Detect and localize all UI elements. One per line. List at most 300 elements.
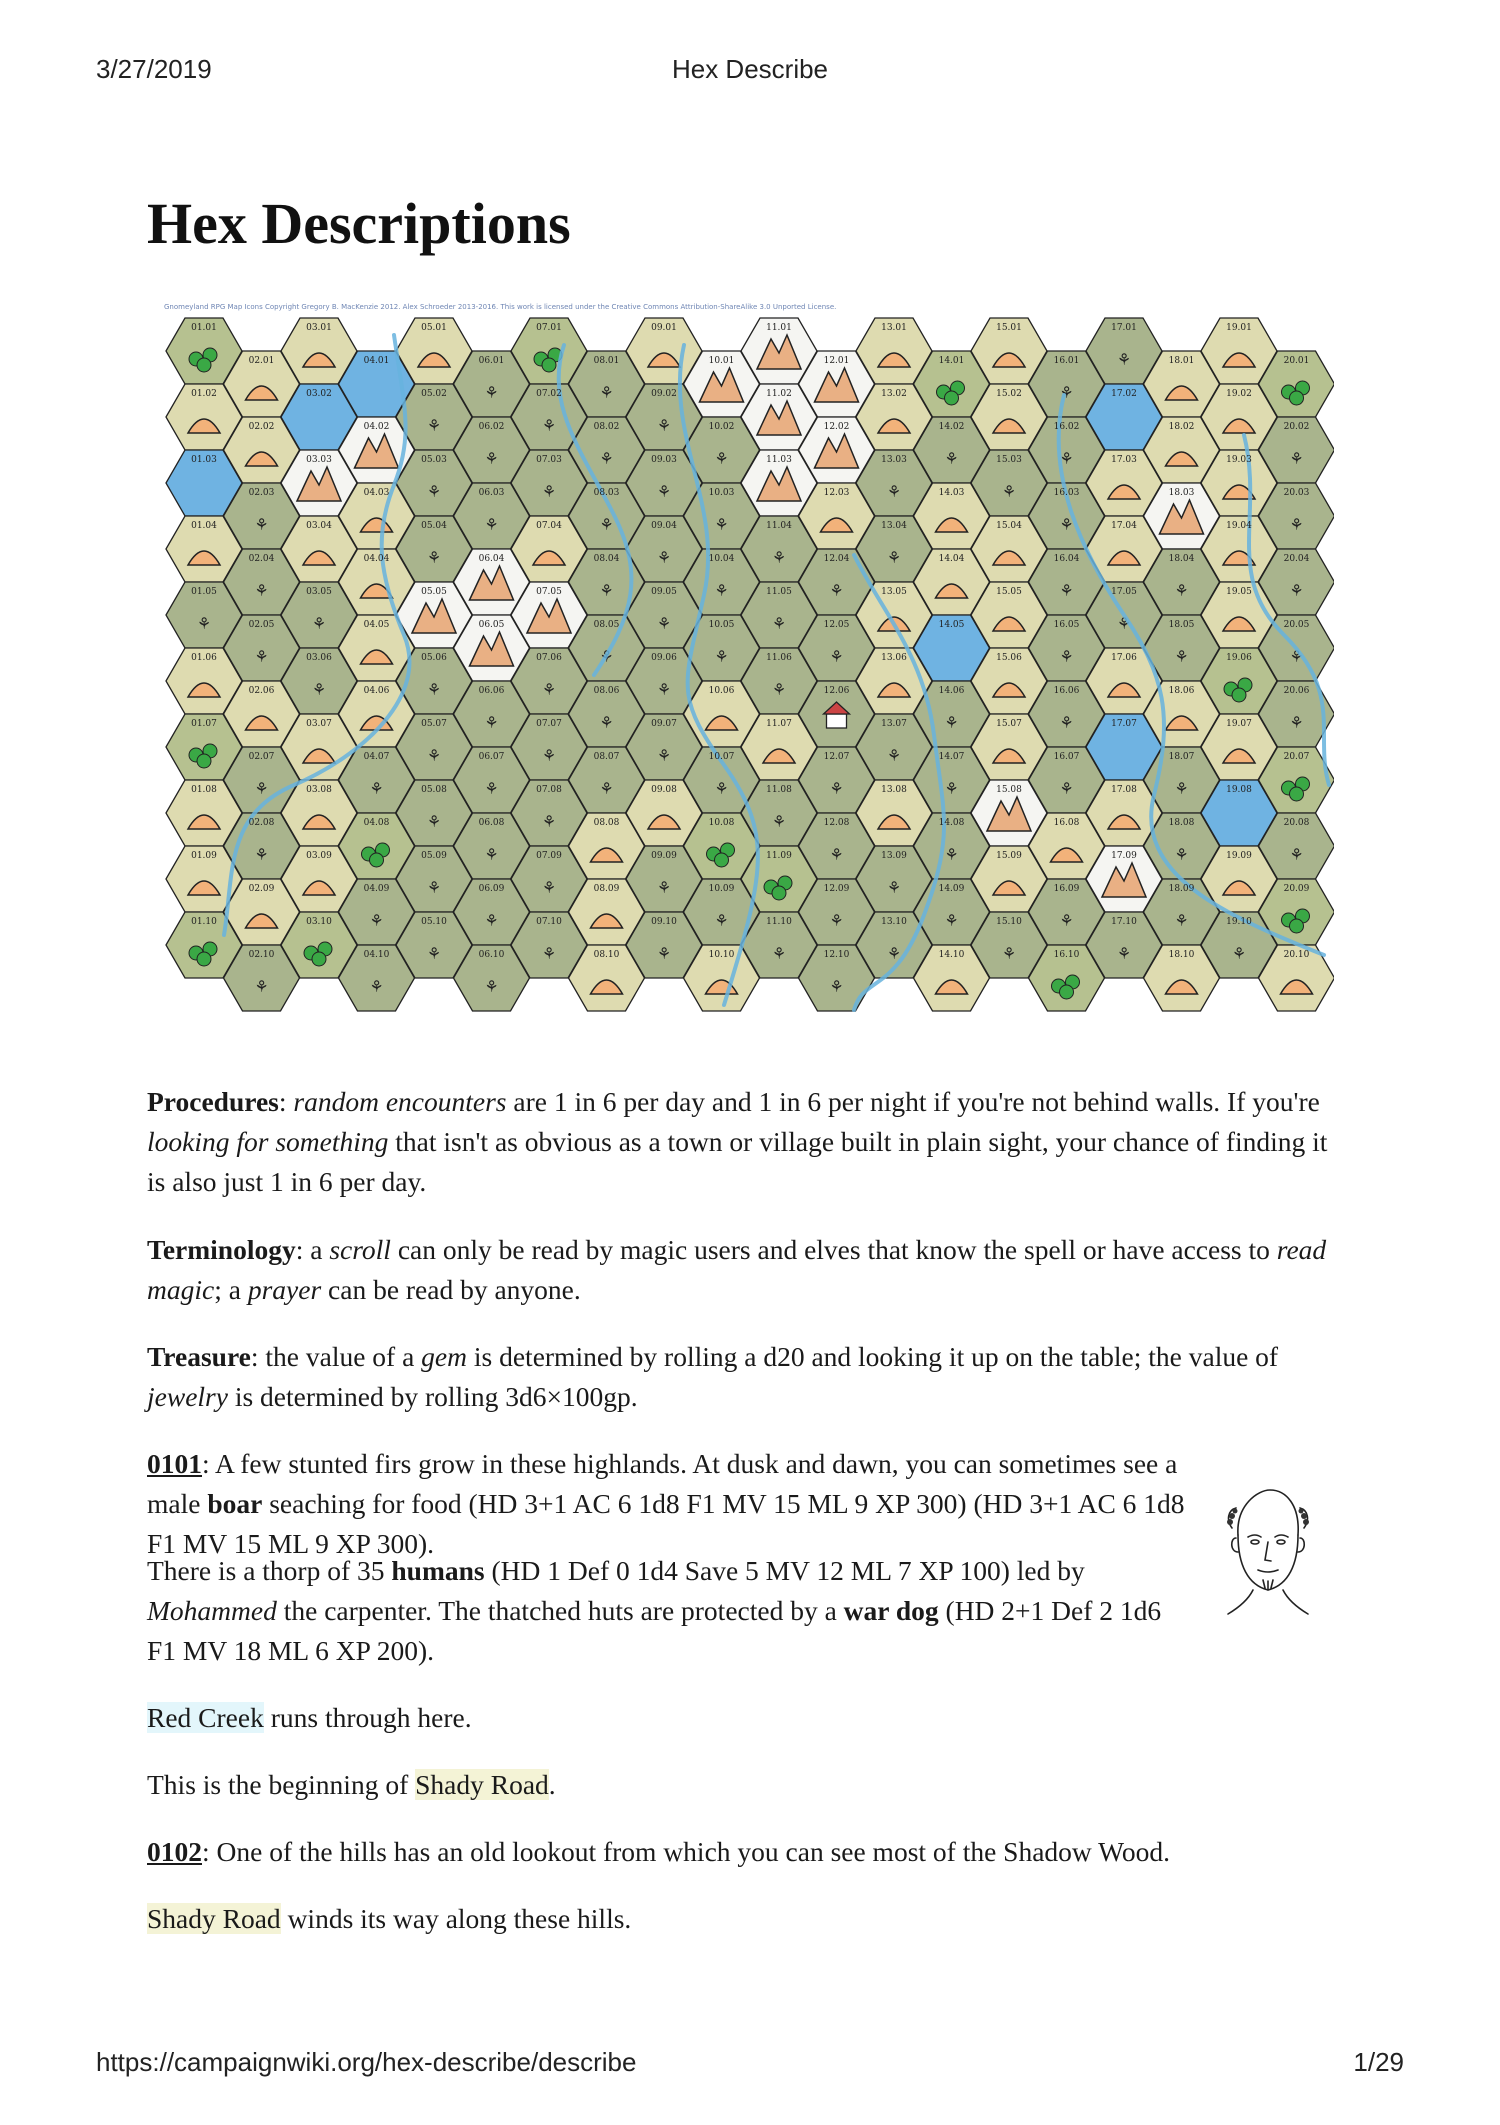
hex-label: 19.05: [1226, 587, 1252, 597]
swamp-icon: ⚘: [886, 944, 902, 963]
text-span: that isn't as obvious as a town or village built in plain sight, your chance of finding it is also just 1 in 6 per day.: [147, 1126, 1328, 1197]
hex-label: 19.06: [1226, 653, 1252, 663]
hex-label: 08.07: [593, 752, 620, 762]
hex-label: 14.02: [938, 422, 965, 432]
swamp-icon: ⚘: [1174, 911, 1189, 930]
hex-label: 16.06: [1053, 686, 1080, 696]
hex-label: 19.04: [1226, 521, 1252, 531]
hex-label: 05.02: [421, 389, 447, 399]
swamp-icon: ⚘: [656, 878, 672, 897]
swamp-icon: ⚘: [484, 911, 499, 930]
hex-label: 04.08: [363, 818, 390, 828]
swamp-icon: ⚘: [1289, 713, 1304, 732]
hex-label: 19.09: [1226, 851, 1252, 861]
hex-label: 18.01: [1168, 356, 1195, 366]
hex-label: 19.02: [1226, 389, 1252, 399]
swamp-icon: ⚘: [484, 383, 499, 402]
swamp-icon: ⚘: [254, 977, 269, 996]
hex-label: 14.05: [938, 620, 965, 630]
hex-label: 02.05: [248, 620, 275, 630]
swamp-icon: ⚘: [254, 779, 269, 798]
hex-label: 05.04: [421, 521, 447, 531]
swamp-icon: ⚘: [599, 383, 614, 402]
hex-label: 05.01: [421, 323, 447, 333]
hex-label: 06.07: [478, 752, 505, 762]
hex-label: 15.01: [996, 323, 1022, 333]
hex-label: 01.03: [191, 455, 217, 465]
swamp-icon: ⚘: [426, 680, 442, 699]
swamp-icon: ⚘: [714, 449, 729, 468]
swamp-icon: ⚘: [656, 614, 672, 633]
procedures-paragraph: [147, 1082, 1337, 1202]
hex-label: 13.08: [881, 785, 907, 795]
hex-label: 10.05: [708, 620, 735, 630]
hex-label: 16.02: [1053, 422, 1080, 432]
read-magic-term: read magic: [147, 1234, 1327, 1305]
hex-label: 17.06: [1111, 653, 1137, 663]
text-span: is determined by rolling 3d6×100gp.: [227, 1381, 638, 1412]
hex-label: 18.03: [1168, 488, 1195, 498]
hex-label: 18.09: [1168, 884, 1195, 894]
treasure-label: Treasure: [147, 1341, 251, 1372]
swamp-icon: ⚘: [829, 845, 844, 864]
swamp-icon: ⚘: [369, 911, 384, 930]
swamp-icon: ⚘: [311, 680, 327, 699]
swamp-icon: ⚘: [599, 647, 614, 666]
print-date: 3/27/2019: [96, 54, 212, 84]
swamp-icon: ⚘: [484, 845, 499, 864]
hex-0102-road-paragraph: [147, 1899, 1337, 1939]
text-span: is determined by rolling a d20 and looking it up on the table; the value of: [467, 1341, 1279, 1372]
hex-label: 02.08: [248, 818, 275, 828]
swamp-icon: ⚘: [196, 614, 212, 633]
hex-label: 15.08: [996, 785, 1022, 795]
swamp-icon: ⚘: [1174, 581, 1189, 600]
swamp-icon: ⚘: [541, 812, 557, 831]
red-creek-link[interactable]: Red Creek: [147, 1702, 264, 1733]
swamp-icon: ⚘: [656, 548, 672, 567]
swamp-icon: ⚘: [1116, 614, 1132, 633]
swamp-icon: ⚘: [541, 944, 557, 963]
prayer-term: prayer: [247, 1274, 322, 1305]
swamp-icon: ⚘: [1059, 449, 1074, 468]
swamp-icon: ⚘: [714, 911, 729, 930]
hex-label: 20.06: [1283, 686, 1310, 696]
hex-label: 14.04: [938, 554, 965, 564]
text-span: are 1 in 6 per day and 1 in 6 per night if you're not behind walls. If you're: [506, 1086, 1320, 1117]
swamp-icon: ⚘: [426, 944, 442, 963]
hex-label: 09.07: [651, 719, 677, 729]
hex-label: 01.10: [191, 917, 217, 927]
text-span: (HD 1 Def 0 1d4 Save 5 MV 12 ML 7 XP 100) led by: [484, 1555, 1085, 1586]
hex-label: 07.01: [536, 323, 562, 333]
hex-label: 05.08: [421, 785, 447, 795]
hex-label: 09.04: [651, 521, 677, 531]
hex-label: 04.02: [363, 422, 390, 432]
swamp-icon: ⚘: [1059, 779, 1074, 798]
swamp-icon: ⚘: [484, 449, 499, 468]
hex-label: 03.08: [306, 785, 332, 795]
random-encounters-term: random encounters: [293, 1086, 507, 1117]
hex-label: 20.01: [1283, 356, 1310, 366]
hex-label: 15.02: [996, 389, 1022, 399]
hex-label: 06.01: [478, 356, 505, 366]
hex-label: 14.07: [938, 752, 965, 762]
swamp-icon: ⚘: [599, 449, 614, 468]
gem-term: gem: [421, 1341, 467, 1372]
hex-label: 19.03: [1226, 455, 1252, 465]
swamp-icon: ⚘: [1174, 845, 1189, 864]
text-span: runs through here.: [263, 1702, 472, 1733]
swamp-icon: ⚘: [599, 713, 614, 732]
swamp-icon: ⚘: [886, 548, 902, 567]
hex-label: 06.02: [478, 422, 505, 432]
swamp-icon: ⚘: [484, 977, 499, 996]
hex-label: 03.07: [306, 719, 332, 729]
swamp-icon: ⚘: [714, 647, 729, 666]
swamp-icon: ⚘: [829, 581, 844, 600]
hex-label: 14.08: [938, 818, 965, 828]
hex-label: 05.05: [421, 587, 447, 597]
swamp-icon: ⚘: [1059, 713, 1074, 732]
hex-map: [164, 305, 1334, 1015]
swamp-icon: ⚘: [771, 548, 787, 567]
hex-label: 04.03: [363, 488, 390, 498]
hex-label: 15.04: [996, 521, 1022, 531]
swamp-icon: ⚘: [714, 779, 729, 798]
hex-label: 06.04: [478, 554, 505, 564]
hex-label: 18.04: [1168, 554, 1195, 564]
swamp-icon: ⚘: [426, 878, 442, 897]
hex-label: 13.01: [881, 323, 907, 333]
hex-label: 12.04: [823, 554, 850, 564]
swamp-icon: ⚘: [426, 416, 442, 435]
hex-label: 13.09: [881, 851, 907, 861]
swamp-icon: ⚘: [656, 482, 672, 501]
print-footer-url: https://campaignwiki.org/hex-describe/describe: [96, 2047, 637, 2077]
hex-label: 05.03: [421, 455, 447, 465]
hex-label: 01.07: [191, 719, 217, 729]
hex-label: 07.03: [536, 455, 562, 465]
swamp-icon: ⚘: [944, 911, 959, 930]
hex-label: 15.03: [996, 455, 1022, 465]
hex-label: 04.09: [363, 884, 390, 894]
hex-label: 17.08: [1111, 785, 1137, 795]
boar-monster: boar: [207, 1488, 263, 1519]
hex-label: 02.01: [248, 356, 275, 366]
hex-label: 11.08: [766, 785, 792, 795]
swamp-icon: ⚘: [771, 812, 787, 831]
hex-label: 12.08: [823, 818, 850, 828]
hex-label: 09.03: [651, 455, 677, 465]
terminology-label: Terminology: [147, 1234, 296, 1265]
hex-label: 17.05: [1111, 587, 1137, 597]
swamp-icon: ⚘: [656, 680, 672, 699]
hex-label: 08.01: [593, 356, 620, 366]
hex-label: 08.02: [593, 422, 620, 432]
swamp-icon: ⚘: [886, 482, 902, 501]
swamp-icon: ⚘: [1001, 482, 1017, 501]
hex-label: 13.07: [881, 719, 907, 729]
hex-label: 20.02: [1283, 422, 1310, 432]
hex-label: 08.05: [593, 620, 620, 630]
hex-label: 12.07: [823, 752, 850, 762]
hex-label: 07.09: [536, 851, 562, 861]
swamp-icon: ⚘: [541, 482, 557, 501]
text-span: : One of the hills has an old lookout from which you can see most of the Shadow Wood.: [202, 1836, 1171, 1867]
war-dog-monster: war dog: [843, 1595, 939, 1626]
swamp-icon: ⚘: [886, 878, 902, 897]
hex-label: 04.06: [363, 686, 390, 696]
swamp-icon: ⚘: [944, 779, 959, 798]
swamp-icon: ⚘: [1289, 515, 1304, 534]
hex-label: 10.02: [708, 422, 735, 432]
hex-label: 13.02: [881, 389, 907, 399]
hex-label: 10.01: [708, 356, 735, 366]
swamp-icon: ⚘: [829, 779, 844, 798]
hex-label: 16.08: [1053, 818, 1080, 828]
hex-label: 20.08: [1283, 818, 1310, 828]
swamp-icon: ⚘: [426, 482, 442, 501]
hex-label: 18.08: [1168, 818, 1195, 828]
hex-label: 19.07: [1226, 719, 1252, 729]
hex-label: 02.06: [248, 686, 275, 696]
hex-label: 10.03: [708, 488, 735, 498]
hex-label: 11.01: [766, 323, 792, 333]
swamp-icon: ⚘: [426, 548, 442, 567]
hex-label: 10.06: [708, 686, 735, 696]
hex-label: 05.09: [421, 851, 447, 861]
text-span: ; a: [214, 1274, 248, 1305]
swamp-icon: ⚘: [1174, 779, 1189, 798]
hex-0101-description: [147, 1444, 1187, 1564]
swamp-icon: ⚘: [1059, 383, 1074, 402]
npc-name: Mohammed: [147, 1595, 277, 1626]
hex-label: 01.02: [191, 389, 217, 399]
hex-label: 09.09: [651, 851, 677, 861]
hex-label: 01.05: [191, 587, 217, 597]
hex-label: 09.10: [651, 917, 677, 927]
swamp-icon: ⚘: [541, 416, 557, 435]
text-span: the carpenter. The thatched huts are protected by a: [276, 1595, 844, 1626]
hex-label: 03.01: [306, 323, 332, 333]
hex-label: 03.05: [306, 587, 332, 597]
hex-label: 20.04: [1283, 554, 1310, 564]
hex-label: 06.10: [478, 950, 505, 960]
hex-label: 10.07: [708, 752, 735, 762]
swamp-icon: ⚘: [1059, 911, 1074, 930]
hex-0101-road-paragraph: [147, 1765, 1337, 1805]
hex-label: 16.09: [1053, 884, 1080, 894]
swamp-icon: ⚘: [599, 779, 614, 798]
hex-0101-ref: 0101: [147, 1448, 202, 1479]
text-span: : a: [295, 1234, 330, 1265]
hex-label: 07.08: [536, 785, 562, 795]
hex-label: 03.09: [306, 851, 332, 861]
hex-label: 01.04: [191, 521, 217, 531]
hex-label: 07.07: [536, 719, 562, 729]
hex-label: 13.10: [881, 917, 907, 927]
hex-label: 07.05: [536, 587, 562, 597]
hex-label: 07.04: [536, 521, 562, 531]
hex-label: 20.09: [1283, 884, 1310, 894]
hex-label: 19.01: [1226, 323, 1252, 333]
hex-label: 08.04: [593, 554, 620, 564]
swamp-icon: ⚘: [714, 515, 729, 534]
hex-label: 16.07: [1053, 752, 1080, 762]
swamp-icon: ⚘: [1174, 647, 1189, 666]
print-page-number: 1/29: [1353, 2047, 1404, 2077]
hex-label: 17.04: [1111, 521, 1137, 531]
swamp-icon: ⚘: [944, 713, 959, 732]
print-header-title: Hex Describe: [671, 54, 829, 84]
hex-label: 14.06: [938, 686, 965, 696]
swamp-icon: ⚘: [886, 746, 902, 765]
hex-label: 02.04: [248, 554, 275, 564]
hex-label: 20.05: [1283, 620, 1310, 630]
hex-label: 10.08: [708, 818, 735, 828]
hex-label: 03.02: [306, 389, 332, 399]
swamp-icon: ⚘: [311, 614, 327, 633]
swamp-icon: ⚘: [771, 680, 787, 699]
hex-label: 16.04: [1053, 554, 1080, 564]
hex-label: 17.02: [1111, 389, 1137, 399]
hex-label: 15.07: [996, 719, 1022, 729]
scroll-term: scroll: [329, 1234, 391, 1265]
hex-label: 17.07: [1111, 719, 1137, 729]
swamp-icon: ⚘: [1116, 944, 1132, 963]
hex-label: 12.10: [823, 950, 850, 960]
humans-monster: humans: [391, 1555, 485, 1586]
hex-label: 16.10: [1053, 950, 1080, 960]
text-span: .: [548, 1769, 556, 1800]
hex-label: 13.03: [881, 455, 907, 465]
text-span: (HD 2+1 Def 2 1d6 F1 MV 18 ML 6 XP 200).: [147, 1595, 1162, 1666]
swamp-icon: ⚘: [369, 779, 384, 798]
hex-label: 20.03: [1283, 488, 1310, 498]
hex-label: 18.05: [1168, 620, 1195, 630]
hex-label: 02.07: [248, 752, 275, 762]
swamp-icon: ⚘: [771, 614, 787, 633]
swamp-icon: ⚘: [1059, 647, 1074, 666]
hex-label: 05.06: [421, 653, 447, 663]
hex-label: 09.08: [651, 785, 677, 795]
text-span: :: [278, 1086, 294, 1117]
hex-label: 09.02: [651, 389, 677, 399]
hex-label: 06.05: [478, 620, 505, 630]
swamp-icon: ⚘: [254, 581, 269, 600]
hex-0102-description: [147, 1832, 1367, 1872]
hex-label: 12.05: [823, 620, 850, 630]
swamp-icon: ⚘: [1289, 581, 1304, 600]
swamp-icon: ⚘: [1231, 944, 1247, 963]
hex-label: 14.09: [938, 884, 965, 894]
hex-label: 12.09: [823, 884, 850, 894]
hex-0101-thorp-paragraph: [147, 1551, 1187, 1671]
hex-label: 11.09: [766, 851, 792, 861]
swamp-icon: ⚘: [484, 515, 499, 534]
hex-label: 02.10: [248, 950, 275, 960]
text-span: seaching for food (HD 3+1 AC 6 1d8 F1 MV 15 ML 9 XP 300) (HD 3+1 AC 6 1d8 F1 MV 15 ML 9 XP 300).: [147, 1488, 1185, 1559]
hex-label: 15.09: [996, 851, 1022, 861]
swamp-icon: ⚘: [426, 812, 442, 831]
swamp-icon: ⚘: [1059, 515, 1074, 534]
hex-0101-river-paragraph: [147, 1698, 1337, 1738]
swamp-icon: ⚘: [829, 977, 844, 996]
hex-label: 11.02: [766, 389, 792, 399]
hex-label: 11.07: [766, 719, 792, 729]
hex-label: 16.03: [1053, 488, 1080, 498]
hex-label: 08.06: [593, 686, 620, 696]
swamp-icon: ⚘: [656, 746, 672, 765]
page-title: Hex Descriptions: [147, 191, 571, 256]
hex-label: 06.09: [478, 884, 505, 894]
hex-label: 08.09: [593, 884, 620, 894]
swamp-icon: ⚘: [1289, 845, 1304, 864]
hex-label: 04.01: [363, 356, 390, 366]
hex-label: 02.02: [248, 422, 275, 432]
hex-label: 02.03: [248, 488, 275, 498]
hex-label: 12.01: [823, 356, 850, 366]
map-credit: Gnomeyland RPG Map Icons Copyright Gregory B. MacKenzie 2012. Alex Schroeder 2013-2016. This work is licensed under the Creative Commons Attribution-ShareAlike 3.0 Unported License.: [164, 303, 837, 311]
terminology-paragraph: [147, 1230, 1337, 1310]
swamp-icon: ⚘: [1289, 449, 1304, 468]
hex-label: 14.03: [938, 488, 965, 498]
hex-map-svg: [164, 315, 1334, 1015]
hex-label: 15.05: [996, 587, 1022, 597]
hex-label: 04.04: [363, 554, 390, 564]
hex-label: 13.06: [881, 653, 907, 663]
hex-label: 11.10: [766, 917, 792, 927]
hex-0102-ref: 0102: [147, 1836, 202, 1867]
hex-label: 14.01: [938, 356, 965, 366]
shady-road-link[interactable]: Shady Road: [147, 1903, 281, 1934]
hex-label: 18.07: [1168, 752, 1195, 762]
hex-label: 13.05: [881, 587, 907, 597]
hex-label: 18.10: [1168, 950, 1195, 960]
hex-label: 09.01: [651, 323, 677, 333]
swamp-icon: ⚘: [484, 713, 499, 732]
hex-label: 01.09: [191, 851, 217, 861]
looking-for-something-term: looking for something: [147, 1126, 389, 1157]
hex-label: 05.10: [421, 917, 447, 927]
hex-label: 13.04: [881, 521, 907, 531]
npc-portrait: [1208, 1480, 1328, 1620]
text-span: can only be read by magic users and elves that know the spell or have access to: [390, 1234, 1277, 1265]
text-span: : the value of a: [250, 1341, 422, 1372]
swamp-icon: ⚘: [541, 680, 557, 699]
hex-label: 14.10: [938, 950, 965, 960]
hex-label: 12.06: [823, 686, 850, 696]
hex-label: 06.08: [478, 818, 505, 828]
swamp-icon: ⚘: [1116, 350, 1132, 369]
hex-label: 17.10: [1111, 917, 1137, 927]
swamp-icon: ⚘: [829, 911, 844, 930]
swamp-icon: ⚘: [541, 746, 557, 765]
hex-label: 18.06: [1168, 686, 1195, 696]
hex-label: 19.08: [1226, 785, 1252, 795]
hex-label: 08.08: [593, 818, 620, 828]
swamp-icon: ⚘: [944, 449, 959, 468]
swamp-icon: ⚘: [1001, 944, 1017, 963]
shady-road-link[interactable]: Shady Road: [415, 1769, 549, 1800]
hex-label: 15.10: [996, 917, 1022, 927]
text-span: This is the beginning of: [147, 1769, 416, 1800]
text-span: winds its way along these hills.: [280, 1903, 632, 1934]
hex-label: 08.03: [593, 488, 620, 498]
hex-label: 17.03: [1111, 455, 1137, 465]
jewelry-term: jewelry: [147, 1381, 228, 1412]
